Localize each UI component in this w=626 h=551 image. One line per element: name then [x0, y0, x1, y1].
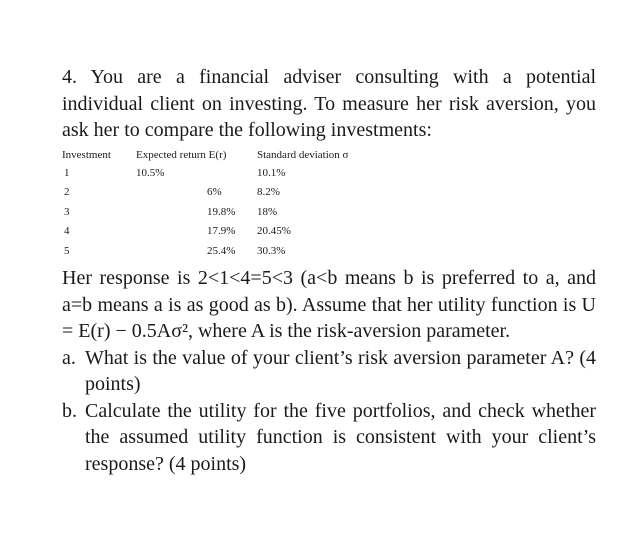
investment-table — [62, 146, 397, 262]
question-document — [62, 64, 596, 477]
part-a — [62, 345, 596, 398]
cell-investment: 2 — [64, 186, 70, 198]
table-row — [62, 183, 397, 203]
table-row — [62, 203, 397, 223]
header-standard-deviation: Standard deviation σ — [257, 148, 349, 161]
header-expected-return: Expected return E(r) — [136, 148, 227, 161]
table-row — [62, 222, 397, 242]
cell-expected-return: 19.8% — [207, 205, 236, 218]
part-a-marker: a. — [62, 346, 76, 369]
cell-investment: 3 — [64, 205, 70, 218]
cell-expected-return: 6% — [207, 186, 222, 198]
cell-standard-deviation: 18% — [257, 205, 278, 218]
cell-expected-return: 10.5% — [136, 166, 165, 179]
part-b — [62, 398, 596, 478]
part-b-marker: b. — [62, 399, 77, 422]
cell-investment: 5 — [64, 244, 70, 257]
part-a-text: What is the value of your client’s risk aversion parameter A? (4 points) — [85, 346, 596, 395]
table-row — [62, 164, 397, 184]
cell-standard-deviation: 10.1% — [257, 166, 286, 179]
question-intro: 4. You are a financial adviser consulting with a potential individual client on investing. To measure her risk aversion, you ask her to compare the following investments: — [62, 66, 596, 141]
table-header-row — [62, 146, 397, 164]
cell-standard-deviation: 30.3% — [257, 244, 286, 257]
client-response-text: Her response is 2<1<4=5<3 (a<b means b is preferred to a, and a=b means a is as good as b). Assume that her utility function is U = E(r) − 0.5Aσ², where A is the risk-aversion parameter. — [62, 267, 596, 342]
table-row — [62, 242, 397, 262]
part-b-text: Calculate the utility for the five portfolios, and check whether the assumed utility function is consistent with your client’s response? (4 points) — [85, 399, 596, 475]
cell-investment: 4 — [64, 225, 70, 237]
header-investment: Investment — [62, 148, 111, 161]
cell-investment: 1 — [64, 166, 70, 179]
cell-standard-deviation: 8.2% — [257, 186, 280, 198]
cell-standard-deviation: 20.45% — [257, 225, 291, 237]
cell-expected-return: 17.9% — [207, 225, 236, 237]
cell-expected-return: 25.4% — [207, 244, 236, 257]
